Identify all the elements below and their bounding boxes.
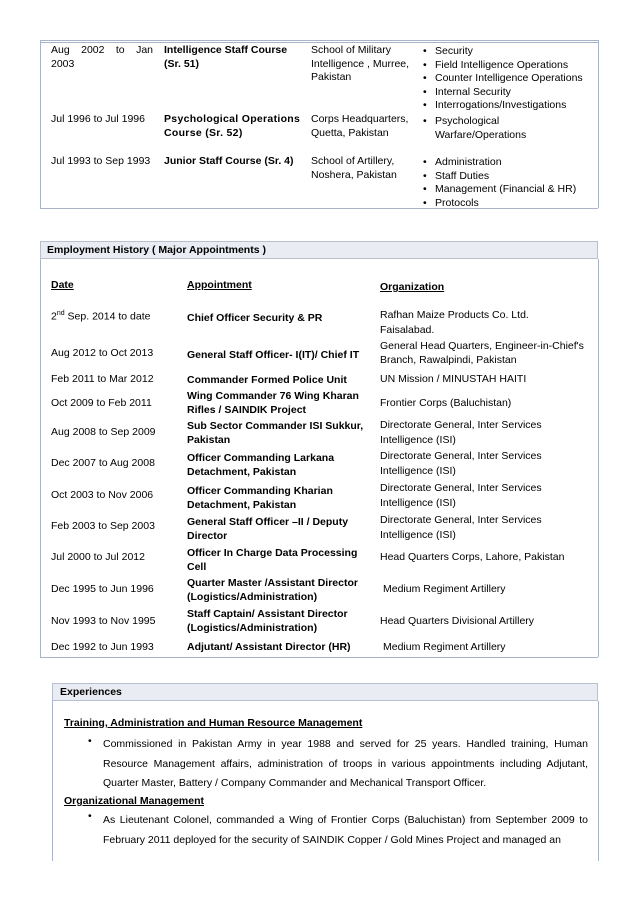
employment-date: Aug 2008 to Sep 2009: [51, 426, 156, 438]
employment-date: Oct 2009 to Feb 2011: [51, 397, 152, 409]
experience-subheading: Organizational Management: [64, 795, 205, 807]
employment-date: Jul 2000 to Jul 2012: [51, 551, 145, 563]
experience-bullet: [88, 810, 588, 850]
employment-appointment: Wing Commander 76 Wing Kharan Rifles / SAINDIK Project: [187, 390, 359, 416]
employment-organization: UN Mission / MINUSTAH HAITI: [380, 373, 527, 385]
subject-item: • Field Intelligence Operations: [420, 59, 592, 73]
employment-date: Oct 2003 to Nov 2006: [51, 489, 154, 501]
employment-organization: Head Quarters Divisional Artillery: [380, 615, 535, 627]
experience-text: Commissioned in Pakistan Army in year 1988 and served for 25 years. Handled training, Human Resource Management affairs, administration of troops in various appointments including Adjutant, Quarter Master, Battery / Company Commander and Mechanical Transport Officer.: [103, 738, 588, 789]
experiences-right-border: [598, 701, 599, 861]
employment-appointment: Chief Officer Security & PR: [187, 312, 323, 324]
employment-right-border: [598, 259, 599, 657]
training-course: Psychological Operations Course (Sr. 52): [164, 113, 301, 139]
employment-appointment: Staff Captain/ Assistant Director (Logistics/Administration): [187, 608, 348, 634]
subject-item: • Protocols: [420, 197, 592, 211]
employment-date: Nov 1993 to Nov 1995: [51, 615, 156, 627]
employment-organization: Head Quarters Corps, Lahore, Pakistan: [380, 551, 565, 563]
experiences-heading: Experiences: [52, 683, 598, 701]
employment-date: Dec 2007 to Aug 2008: [51, 457, 155, 469]
employment-appointment: Officer Commanding Kharian Detachment, Pakistan: [187, 485, 333, 511]
employment-appointment: General Staff Officer- I(IT)/ Chief IT: [187, 349, 360, 361]
employment-left-border: [40, 259, 41, 657]
subject-item: • Management (Financial & HR): [420, 183, 592, 197]
employment-organization: Directorate General, Inter Services Intelligence (ISI): [380, 419, 542, 446]
training-date: Jul 1993 to Sep 1993: [51, 155, 151, 167]
employment-date: Dec 1992 to Jun 1993: [51, 641, 154, 653]
experience-bullet: [88, 735, 588, 794]
employment-date: [51, 307, 150, 324]
training-table-left-border: [40, 40, 41, 208]
employment-appointment: Officer In Charge Data Processing Cell: [187, 547, 358, 573]
col-header-organization: Organization: [380, 281, 445, 293]
employment-date: Feb 2011 to Mar 2012: [51, 373, 154, 385]
employment-appointment: Sub Sector Commander ISI Sukkur, Pakistan: [187, 420, 364, 446]
employment-organization: Directorate General, Inter Services Intelligence (ISI): [380, 450, 542, 477]
training-institute: Corps Headquarters, Quetta, Pakistan: [311, 113, 409, 139]
employment-appointment: General Staff Officer –II / Deputy Director: [187, 516, 349, 542]
employment-organization: Rafhan Maize Products Co. Ltd. Faisalabad.: [380, 309, 529, 336]
training-date: Jul 1996 to Jul 1996: [51, 113, 145, 125]
employment-appointment: Adjutant/ Assistant Director (HR): [187, 641, 351, 653]
training-institute: School of Artillery, Noshera, Pakistan: [311, 155, 397, 181]
bullet-mark: •: [88, 810, 92, 822]
employment-organization: Frontier Corps (Baluchistan): [380, 397, 512, 409]
employment-bottom-border: [40, 657, 598, 658]
training-subjects: [420, 156, 592, 210]
training-subjects: [420, 115, 540, 142]
employment-date: Dec 1995 to Jun 1996: [51, 583, 154, 595]
employment-organization: General Head Quarters, Engineer-in-Chief's Branch, Rawalpindi, Pakistan: [380, 340, 584, 366]
training-course: Junior Staff Course (Sr. 4): [164, 155, 294, 167]
employment-date: Feb 2003 to Sep 2003: [51, 520, 155, 532]
experiences-left-border: [52, 701, 53, 861]
employment-appointment: Commander Formed Police Unit: [187, 374, 347, 386]
training-table-top-border: [40, 40, 598, 41]
employment-organization: Directorate General, Inter Services Intelligence (ISI): [380, 482, 542, 509]
training-table-top-border-2: [40, 42, 598, 43]
subject-item: • Administration: [420, 156, 592, 170]
training-course: Intelligence Staff Course (Sr. 51): [164, 44, 288, 70]
subject-item: • Staff Duties: [420, 170, 592, 184]
employment-organization: Medium Regiment Artillery: [383, 641, 506, 653]
date-rest: Sep. 2014 to date: [64, 310, 151, 323]
subject-item: • Counter Intelligence Operations: [420, 72, 592, 86]
subject-item: • Psychological Warfare/Operations: [420, 115, 540, 142]
training-subjects: [420, 45, 592, 113]
employment-organization: Directorate General, Inter Services Intelligence (ISI): [380, 514, 542, 541]
training-date: Aug 2002 to Jan 2003: [51, 44, 153, 70]
col-header-appointment: Appointment: [187, 279, 252, 291]
subject-item: • Internal Security: [420, 86, 592, 100]
employment-heading: Employment History ( Major Appointments ): [40, 241, 598, 259]
experience-subheading: Training, Administration and Human Resource Management: [64, 717, 363, 729]
subject-item: • Interrogations/Investigations: [420, 99, 592, 113]
employment-appointment: Officer Commanding Larkana Detachment, Pakistan: [187, 452, 335, 478]
subject-item: • Security: [420, 45, 592, 59]
employment-organization: Medium Regiment Artillery: [383, 583, 506, 595]
date-suffix: nd: [56, 310, 65, 317]
experience-text: As Lieutenant Colonel, commanded a Wing of Frontier Corps (Baluchistan) from September 2009 to February 2011 deployed for the security of SAINDIK Copper / Gold Mines Project and managed an: [103, 814, 588, 846]
training-table-right-border: [598, 40, 599, 208]
employment-date: Aug 2012 to Oct 2013: [51, 347, 154, 359]
employment-appointment: Quarter Master /Assistant Director (Logistics/Administration): [187, 577, 358, 603]
training-institute: School of Military Intelligence , Murree, Pakistan: [311, 44, 410, 83]
col-header-date: Date: [51, 279, 74, 291]
date-day: 2: [51, 310, 57, 323]
bullet-mark: •: [88, 735, 92, 747]
